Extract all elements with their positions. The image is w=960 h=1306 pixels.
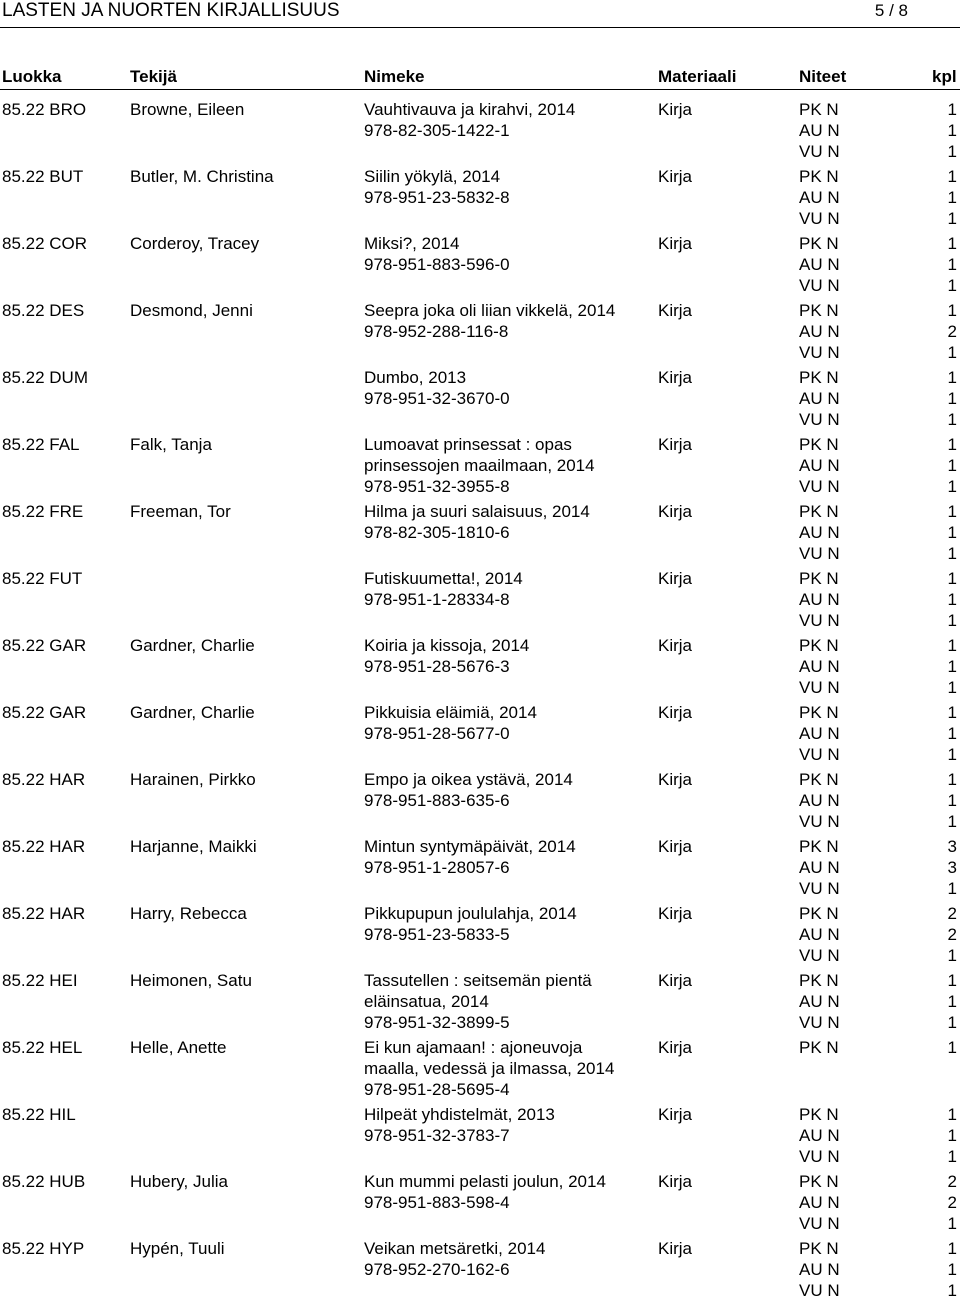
copy-count: 1 bbox=[947, 142, 957, 161]
title-line: Pikkupupun joululahja, 2014 bbox=[364, 904, 577, 923]
copy-count: 1 bbox=[947, 502, 957, 521]
cell-niteet bbox=[799, 501, 840, 564]
copy-location: PK N bbox=[799, 301, 839, 320]
copy-count: 1 bbox=[947, 121, 957, 140]
column-header-luokka: Luokka bbox=[2, 67, 62, 86]
copy-count: 1 bbox=[947, 812, 957, 831]
cell-materiaali: Kirja bbox=[658, 1239, 693, 1258]
cell-luokka: 85.22 HEI bbox=[2, 971, 78, 990]
isbn-text: 978-951-23-5832-8 bbox=[364, 188, 510, 207]
copy-count: 1 bbox=[947, 992, 957, 1011]
isbn-text: 978-82-305-1422-1 bbox=[364, 121, 510, 140]
cell-luokka: 85.22 HUB bbox=[2, 1172, 86, 1191]
cell-materiaali: Kirja bbox=[658, 703, 693, 722]
cell-niteet bbox=[799, 1037, 839, 1058]
title-line: Hilma ja suuri salaisuus, 2014 bbox=[364, 502, 590, 521]
table-row bbox=[0, 233, 960, 300]
copy-location: VU N bbox=[799, 879, 840, 898]
cell-materiaali: Kirja bbox=[658, 971, 693, 990]
cell-kpl bbox=[941, 702, 957, 765]
column-header-rule bbox=[0, 89, 960, 90]
book-list bbox=[0, 99, 960, 1305]
cell-nimeke bbox=[364, 1104, 649, 1146]
isbn-text: 978-952-270-162-6 bbox=[364, 1260, 510, 1279]
copy-location: AU N bbox=[799, 255, 840, 274]
cell-kpl bbox=[941, 568, 957, 631]
copy-location: VU N bbox=[799, 745, 840, 764]
copy-count: 1 bbox=[947, 590, 957, 609]
cell-tekija: Butler, M. Christina bbox=[130, 167, 274, 186]
page-number: 5 / 8 bbox=[874, 1, 908, 20]
cell-nimeke bbox=[364, 1037, 649, 1100]
copy-count: 1 bbox=[947, 770, 957, 789]
cell-materiaali: Kirja bbox=[658, 100, 693, 119]
cell-luokka: 85.22 HIL bbox=[2, 1105, 76, 1124]
cell-luokka: 85.22 HAR bbox=[2, 904, 86, 923]
cell-niteet bbox=[799, 166, 840, 229]
cell-tekija: Hypén, Tuuli bbox=[130, 1239, 225, 1258]
table-row bbox=[0, 769, 960, 836]
copy-count: 1 bbox=[947, 611, 957, 630]
copy-count: 1 bbox=[947, 745, 957, 764]
cell-nimeke bbox=[364, 836, 649, 878]
cell-tekija: Hubery, Julia bbox=[130, 1172, 228, 1191]
copy-count: 1 bbox=[947, 301, 957, 320]
table-row bbox=[0, 1171, 960, 1238]
title-line: Seepra joka oli liian vikkelä, 2014 bbox=[364, 301, 616, 320]
copy-count: 1 bbox=[947, 234, 957, 253]
cell-niteet bbox=[799, 1171, 840, 1234]
title-line: Kun mummi pelasti joulun, 2014 bbox=[364, 1172, 606, 1191]
copy-location: AU N bbox=[799, 1126, 840, 1145]
copy-location: AU N bbox=[799, 121, 840, 140]
copy-count: 3 bbox=[947, 858, 957, 877]
copy-location: PK N bbox=[799, 904, 839, 923]
cell-nimeke bbox=[364, 501, 649, 543]
title-line: Ei kun ajamaan! : ajoneuvoja bbox=[364, 1038, 583, 1057]
cell-nimeke bbox=[364, 434, 649, 497]
copy-count: 1 bbox=[947, 791, 957, 810]
column-header-tekija: Tekijä bbox=[130, 67, 177, 86]
title-line: Empo ja oikea ystävä, 2014 bbox=[364, 770, 573, 789]
title-line: prinsessojen maailmaan, 2014 bbox=[364, 456, 595, 475]
cell-tekija: Heimonen, Satu bbox=[130, 971, 252, 990]
isbn-text: 978-951-883-635-6 bbox=[364, 791, 510, 810]
copy-location: VU N bbox=[799, 410, 840, 429]
cell-materiaali: Kirja bbox=[658, 636, 693, 655]
cell-kpl bbox=[941, 903, 957, 966]
copy-location: PK N bbox=[799, 435, 839, 454]
copy-location: VU N bbox=[799, 1214, 840, 1233]
cell-niteet bbox=[799, 1238, 840, 1301]
cell-nimeke bbox=[364, 300, 649, 342]
isbn-text: 978-82-305-1810-6 bbox=[364, 523, 510, 542]
cell-tekija: Harjanne, Maikki bbox=[130, 837, 257, 856]
cell-niteet bbox=[799, 769, 840, 832]
cell-niteet bbox=[799, 970, 840, 1033]
column-header-materiaali: Materiaali bbox=[658, 67, 737, 86]
copy-count: 2 bbox=[947, 904, 957, 923]
cell-kpl bbox=[941, 300, 957, 363]
cell-nimeke bbox=[364, 769, 649, 811]
table-row bbox=[0, 903, 960, 970]
copy-location: AU N bbox=[799, 992, 840, 1011]
copy-count: 2 bbox=[947, 322, 957, 341]
document-title: LASTEN JA NUORTEN KIRJALLISUUS bbox=[2, 0, 340, 21]
cell-materiaali: Kirja bbox=[658, 502, 693, 521]
copy-count: 1 bbox=[947, 1214, 957, 1233]
isbn-text: 978-951-28-5695-4 bbox=[364, 1080, 510, 1099]
copy-location: AU N bbox=[799, 389, 840, 408]
cell-niteet bbox=[799, 99, 840, 162]
title-line: Hilpeät yhdistelmät, 2013 bbox=[364, 1105, 555, 1124]
table-row bbox=[0, 434, 960, 501]
table-row bbox=[0, 970, 960, 1037]
copy-count: 1 bbox=[947, 456, 957, 475]
copy-count: 1 bbox=[947, 1126, 957, 1145]
cell-kpl bbox=[941, 836, 957, 899]
cell-nimeke bbox=[364, 1171, 649, 1213]
copy-location: VU N bbox=[799, 209, 840, 228]
copy-location: PK N bbox=[799, 636, 839, 655]
cell-materiaali: Kirja bbox=[658, 569, 693, 588]
copy-location: AU N bbox=[799, 925, 840, 944]
title-line: maalla, vedessä ja ilmassa, 2014 bbox=[364, 1059, 615, 1078]
copy-count: 1 bbox=[947, 368, 957, 387]
cell-materiaali: Kirja bbox=[658, 1172, 693, 1191]
title-line: Veikan metsäretki, 2014 bbox=[364, 1239, 546, 1258]
cell-nimeke bbox=[364, 99, 649, 141]
cell-kpl bbox=[941, 99, 957, 162]
copy-location: AU N bbox=[799, 523, 840, 542]
cell-kpl bbox=[941, 1238, 957, 1301]
column-headers bbox=[0, 67, 960, 89]
copy-count: 1 bbox=[947, 343, 957, 362]
cell-nimeke bbox=[364, 970, 649, 1033]
cell-materiaali: Kirja bbox=[658, 234, 693, 253]
isbn-text: 978-951-883-596-0 bbox=[364, 255, 510, 274]
cell-tekija: Gardner, Charlie bbox=[130, 636, 255, 655]
cell-tekija: Harainen, Pirkko bbox=[130, 770, 256, 789]
copy-location: PK N bbox=[799, 1105, 839, 1124]
copy-count: 1 bbox=[947, 255, 957, 274]
isbn-text: 978-951-32-3670-0 bbox=[364, 389, 510, 408]
copy-count: 1 bbox=[947, 657, 957, 676]
table-row bbox=[0, 1238, 960, 1305]
title-line: Pikkuisia eläimiä, 2014 bbox=[364, 703, 537, 722]
table-row bbox=[0, 501, 960, 568]
cell-nimeke bbox=[364, 233, 649, 275]
copy-location: VU N bbox=[799, 477, 840, 496]
copy-location: VU N bbox=[799, 343, 840, 362]
copy-count: 1 bbox=[947, 188, 957, 207]
cell-niteet bbox=[799, 1104, 840, 1167]
copy-location: PK N bbox=[799, 1172, 839, 1191]
column-header-kpl: kpl bbox=[932, 67, 957, 86]
cell-luokka: 85.22 BUT bbox=[2, 167, 84, 186]
cell-materiaali: Kirja bbox=[658, 301, 693, 320]
copy-location: AU N bbox=[799, 858, 840, 877]
copy-location: PK N bbox=[799, 234, 839, 253]
copy-count: 1 bbox=[947, 724, 957, 743]
cell-nimeke bbox=[364, 367, 649, 409]
title-line: Koiria ja kissoja, 2014 bbox=[364, 636, 530, 655]
title-line: Futiskuumetta!, 2014 bbox=[364, 569, 523, 588]
table-row bbox=[0, 367, 960, 434]
cell-kpl bbox=[941, 501, 957, 564]
cell-tekija: Desmond, Jenni bbox=[130, 301, 253, 320]
cell-kpl bbox=[941, 367, 957, 430]
column-header-niteet: Niteet bbox=[799, 67, 847, 86]
cell-luokka: 85.22 DES bbox=[2, 301, 85, 320]
cell-niteet bbox=[799, 702, 840, 765]
copy-count: 1 bbox=[947, 477, 957, 496]
cell-luokka: 85.22 FUT bbox=[2, 569, 83, 588]
copy-location: VU N bbox=[799, 1147, 840, 1166]
cell-luokka: 85.22 FAL bbox=[2, 435, 80, 454]
copy-count: 1 bbox=[947, 1038, 957, 1057]
cell-nimeke bbox=[364, 166, 649, 208]
copy-count: 1 bbox=[947, 276, 957, 295]
cell-nimeke bbox=[364, 1238, 649, 1280]
cell-luokka: 85.22 FRE bbox=[2, 502, 84, 521]
copy-count: 2 bbox=[947, 925, 957, 944]
copy-location: AU N bbox=[799, 590, 840, 609]
copy-count: 1 bbox=[947, 1281, 957, 1300]
copy-count: 1 bbox=[947, 1105, 957, 1124]
cell-luokka: 85.22 HEL bbox=[2, 1038, 83, 1057]
isbn-text: 978-951-32-3783-7 bbox=[364, 1126, 510, 1145]
table-row bbox=[0, 836, 960, 903]
copy-location: AU N bbox=[799, 322, 840, 341]
copy-location: PK N bbox=[799, 971, 839, 990]
copy-location: AU N bbox=[799, 657, 840, 676]
copy-count: 1 bbox=[947, 1013, 957, 1032]
page-header bbox=[0, 0, 960, 30]
title-line: Siilin yökylä, 2014 bbox=[364, 167, 501, 186]
copy-location: VU N bbox=[799, 544, 840, 563]
isbn-text: 978-951-1-28057-6 bbox=[364, 858, 510, 877]
copy-location: PK N bbox=[799, 1239, 839, 1258]
cell-tekija: Corderoy, Tracey bbox=[130, 234, 260, 253]
cell-materiaali: Kirja bbox=[658, 837, 693, 856]
isbn-text: 978-951-28-5677-0 bbox=[364, 724, 510, 743]
copy-location: AU N bbox=[799, 1260, 840, 1279]
copy-count: 1 bbox=[947, 678, 957, 697]
title-line: eläinsatua, 2014 bbox=[364, 992, 489, 1011]
copy-count: 1 bbox=[947, 523, 957, 542]
cell-tekija: Falk, Tanja bbox=[130, 435, 212, 454]
isbn-text: 978-951-28-5676-3 bbox=[364, 657, 510, 676]
copy-location: PK N bbox=[799, 569, 839, 588]
copy-location: VU N bbox=[799, 946, 840, 965]
cell-luokka: 85.22 HAR bbox=[2, 770, 86, 789]
copy-count: 1 bbox=[947, 946, 957, 965]
copy-location: AU N bbox=[799, 456, 840, 475]
copy-location: PK N bbox=[799, 1038, 839, 1057]
copy-location: VU N bbox=[799, 142, 840, 161]
title-line: Mintun syntymäpäivät, 2014 bbox=[364, 837, 576, 856]
cell-kpl bbox=[941, 233, 957, 296]
cell-luokka: 85.22 BRO bbox=[2, 100, 87, 119]
cell-niteet bbox=[799, 568, 840, 631]
cell-kpl bbox=[941, 1037, 957, 1058]
cell-tekija: Helle, Anette bbox=[130, 1038, 227, 1057]
cell-materiaali: Kirja bbox=[658, 904, 693, 923]
cell-nimeke bbox=[364, 702, 649, 744]
table-row bbox=[0, 702, 960, 769]
copy-location: AU N bbox=[799, 188, 840, 207]
cell-materiaali: Kirja bbox=[658, 368, 693, 387]
table-row bbox=[0, 1104, 960, 1171]
cell-niteet bbox=[799, 836, 840, 899]
table-row bbox=[0, 99, 960, 166]
cell-materiaali: Kirja bbox=[658, 435, 693, 454]
copy-location: VU N bbox=[799, 1281, 840, 1300]
copy-count: 1 bbox=[947, 100, 957, 119]
table-row bbox=[0, 635, 960, 702]
copy-location: PK N bbox=[799, 100, 839, 119]
copy-count: 1 bbox=[947, 971, 957, 990]
cell-kpl bbox=[941, 1171, 957, 1234]
copy-count: 1 bbox=[947, 1239, 957, 1258]
cell-niteet bbox=[799, 903, 840, 966]
cell-niteet bbox=[799, 434, 840, 497]
copy-location: VU N bbox=[799, 1013, 840, 1032]
copy-location: PK N bbox=[799, 368, 839, 387]
title-line: Dumbo, 2013 bbox=[364, 368, 467, 387]
title-line: Tassutellen : seitsemän pientä bbox=[364, 971, 592, 990]
copy-location: VU N bbox=[799, 611, 840, 630]
isbn-text: 978-951-1-28334-8 bbox=[364, 590, 510, 609]
cell-nimeke bbox=[364, 635, 649, 677]
copy-location: PK N bbox=[799, 167, 839, 186]
copy-count: 1 bbox=[947, 410, 957, 429]
cell-tekija: Browne, Eileen bbox=[130, 100, 245, 119]
cell-tekija: Harry, Rebecca bbox=[130, 904, 247, 923]
isbn-text: 978-952-288-116-8 bbox=[364, 322, 509, 341]
copy-count: 3 bbox=[947, 837, 957, 856]
cell-tekija: Freeman, Tor bbox=[130, 502, 231, 521]
cell-niteet bbox=[799, 300, 840, 363]
copy-count: 1 bbox=[947, 167, 957, 186]
copy-count: 1 bbox=[947, 1147, 957, 1166]
copy-location: PK N bbox=[799, 770, 839, 789]
copy-count: 1 bbox=[947, 879, 957, 898]
cell-niteet bbox=[799, 367, 840, 430]
cell-kpl bbox=[941, 635, 957, 698]
copy-location: PK N bbox=[799, 502, 839, 521]
cell-luokka: 85.22 GAR bbox=[2, 703, 87, 722]
cell-materiaali: Kirja bbox=[658, 770, 693, 789]
cell-luokka: 85.22 HAR bbox=[2, 837, 86, 856]
copy-count: 1 bbox=[947, 1260, 957, 1279]
copy-location: PK N bbox=[799, 837, 839, 856]
cell-luokka: 85.22 HYP bbox=[2, 1239, 85, 1258]
cell-kpl bbox=[941, 769, 957, 832]
table-row bbox=[0, 166, 960, 233]
cell-materiaali: Kirja bbox=[658, 1105, 693, 1124]
copy-count: 1 bbox=[947, 435, 957, 454]
isbn-text: 978-951-23-5833-5 bbox=[364, 925, 510, 944]
table-row bbox=[0, 1037, 960, 1104]
copy-count: 2 bbox=[947, 1193, 957, 1212]
copy-location: AU N bbox=[799, 1193, 840, 1212]
copy-count: 1 bbox=[947, 703, 957, 722]
cell-kpl bbox=[941, 166, 957, 229]
cell-niteet bbox=[799, 233, 840, 296]
title-line: Lumoavat prinsessat : opas bbox=[364, 435, 572, 454]
isbn-text: 978-951-32-3899-5 bbox=[364, 1013, 510, 1032]
cell-nimeke bbox=[364, 903, 649, 945]
copy-location: PK N bbox=[799, 703, 839, 722]
cell-kpl bbox=[941, 1104, 957, 1167]
title-line: Miksi?, 2014 bbox=[364, 234, 460, 253]
copy-count: 1 bbox=[947, 569, 957, 588]
isbn-text: 978-951-883-598-4 bbox=[364, 1193, 510, 1212]
cell-tekija: Gardner, Charlie bbox=[130, 703, 255, 722]
copy-location: VU N bbox=[799, 678, 840, 697]
cell-kpl bbox=[941, 970, 957, 1033]
table-row bbox=[0, 568, 960, 635]
cell-luokka: 85.22 DUM bbox=[2, 368, 88, 387]
copy-count: 1 bbox=[947, 636, 957, 655]
cell-materiaali: Kirja bbox=[658, 1038, 693, 1057]
column-header-nimeke: Nimeke bbox=[364, 67, 425, 86]
cell-kpl bbox=[941, 434, 957, 497]
cell-materiaali: Kirja bbox=[658, 167, 693, 186]
copy-count: 1 bbox=[947, 389, 957, 408]
copy-count: 2 bbox=[947, 1172, 957, 1191]
copy-location: VU N bbox=[799, 812, 840, 831]
copy-location: VU N bbox=[799, 276, 840, 295]
title-line: Vauhtivauva ja kirahvi, 2014 bbox=[364, 100, 576, 119]
table-row bbox=[0, 300, 960, 367]
cell-luokka: 85.22 GAR bbox=[2, 636, 87, 655]
copy-count: 1 bbox=[947, 209, 957, 228]
isbn-text: 978-951-32-3955-8 bbox=[364, 477, 510, 496]
copy-location: AU N bbox=[799, 791, 840, 810]
cell-luokka: 85.22 COR bbox=[2, 234, 88, 253]
header-rule bbox=[0, 27, 960, 28]
cell-nimeke bbox=[364, 568, 649, 610]
copy-count: 1 bbox=[947, 544, 957, 563]
copy-location: AU N bbox=[799, 724, 840, 743]
cell-niteet bbox=[799, 635, 840, 698]
